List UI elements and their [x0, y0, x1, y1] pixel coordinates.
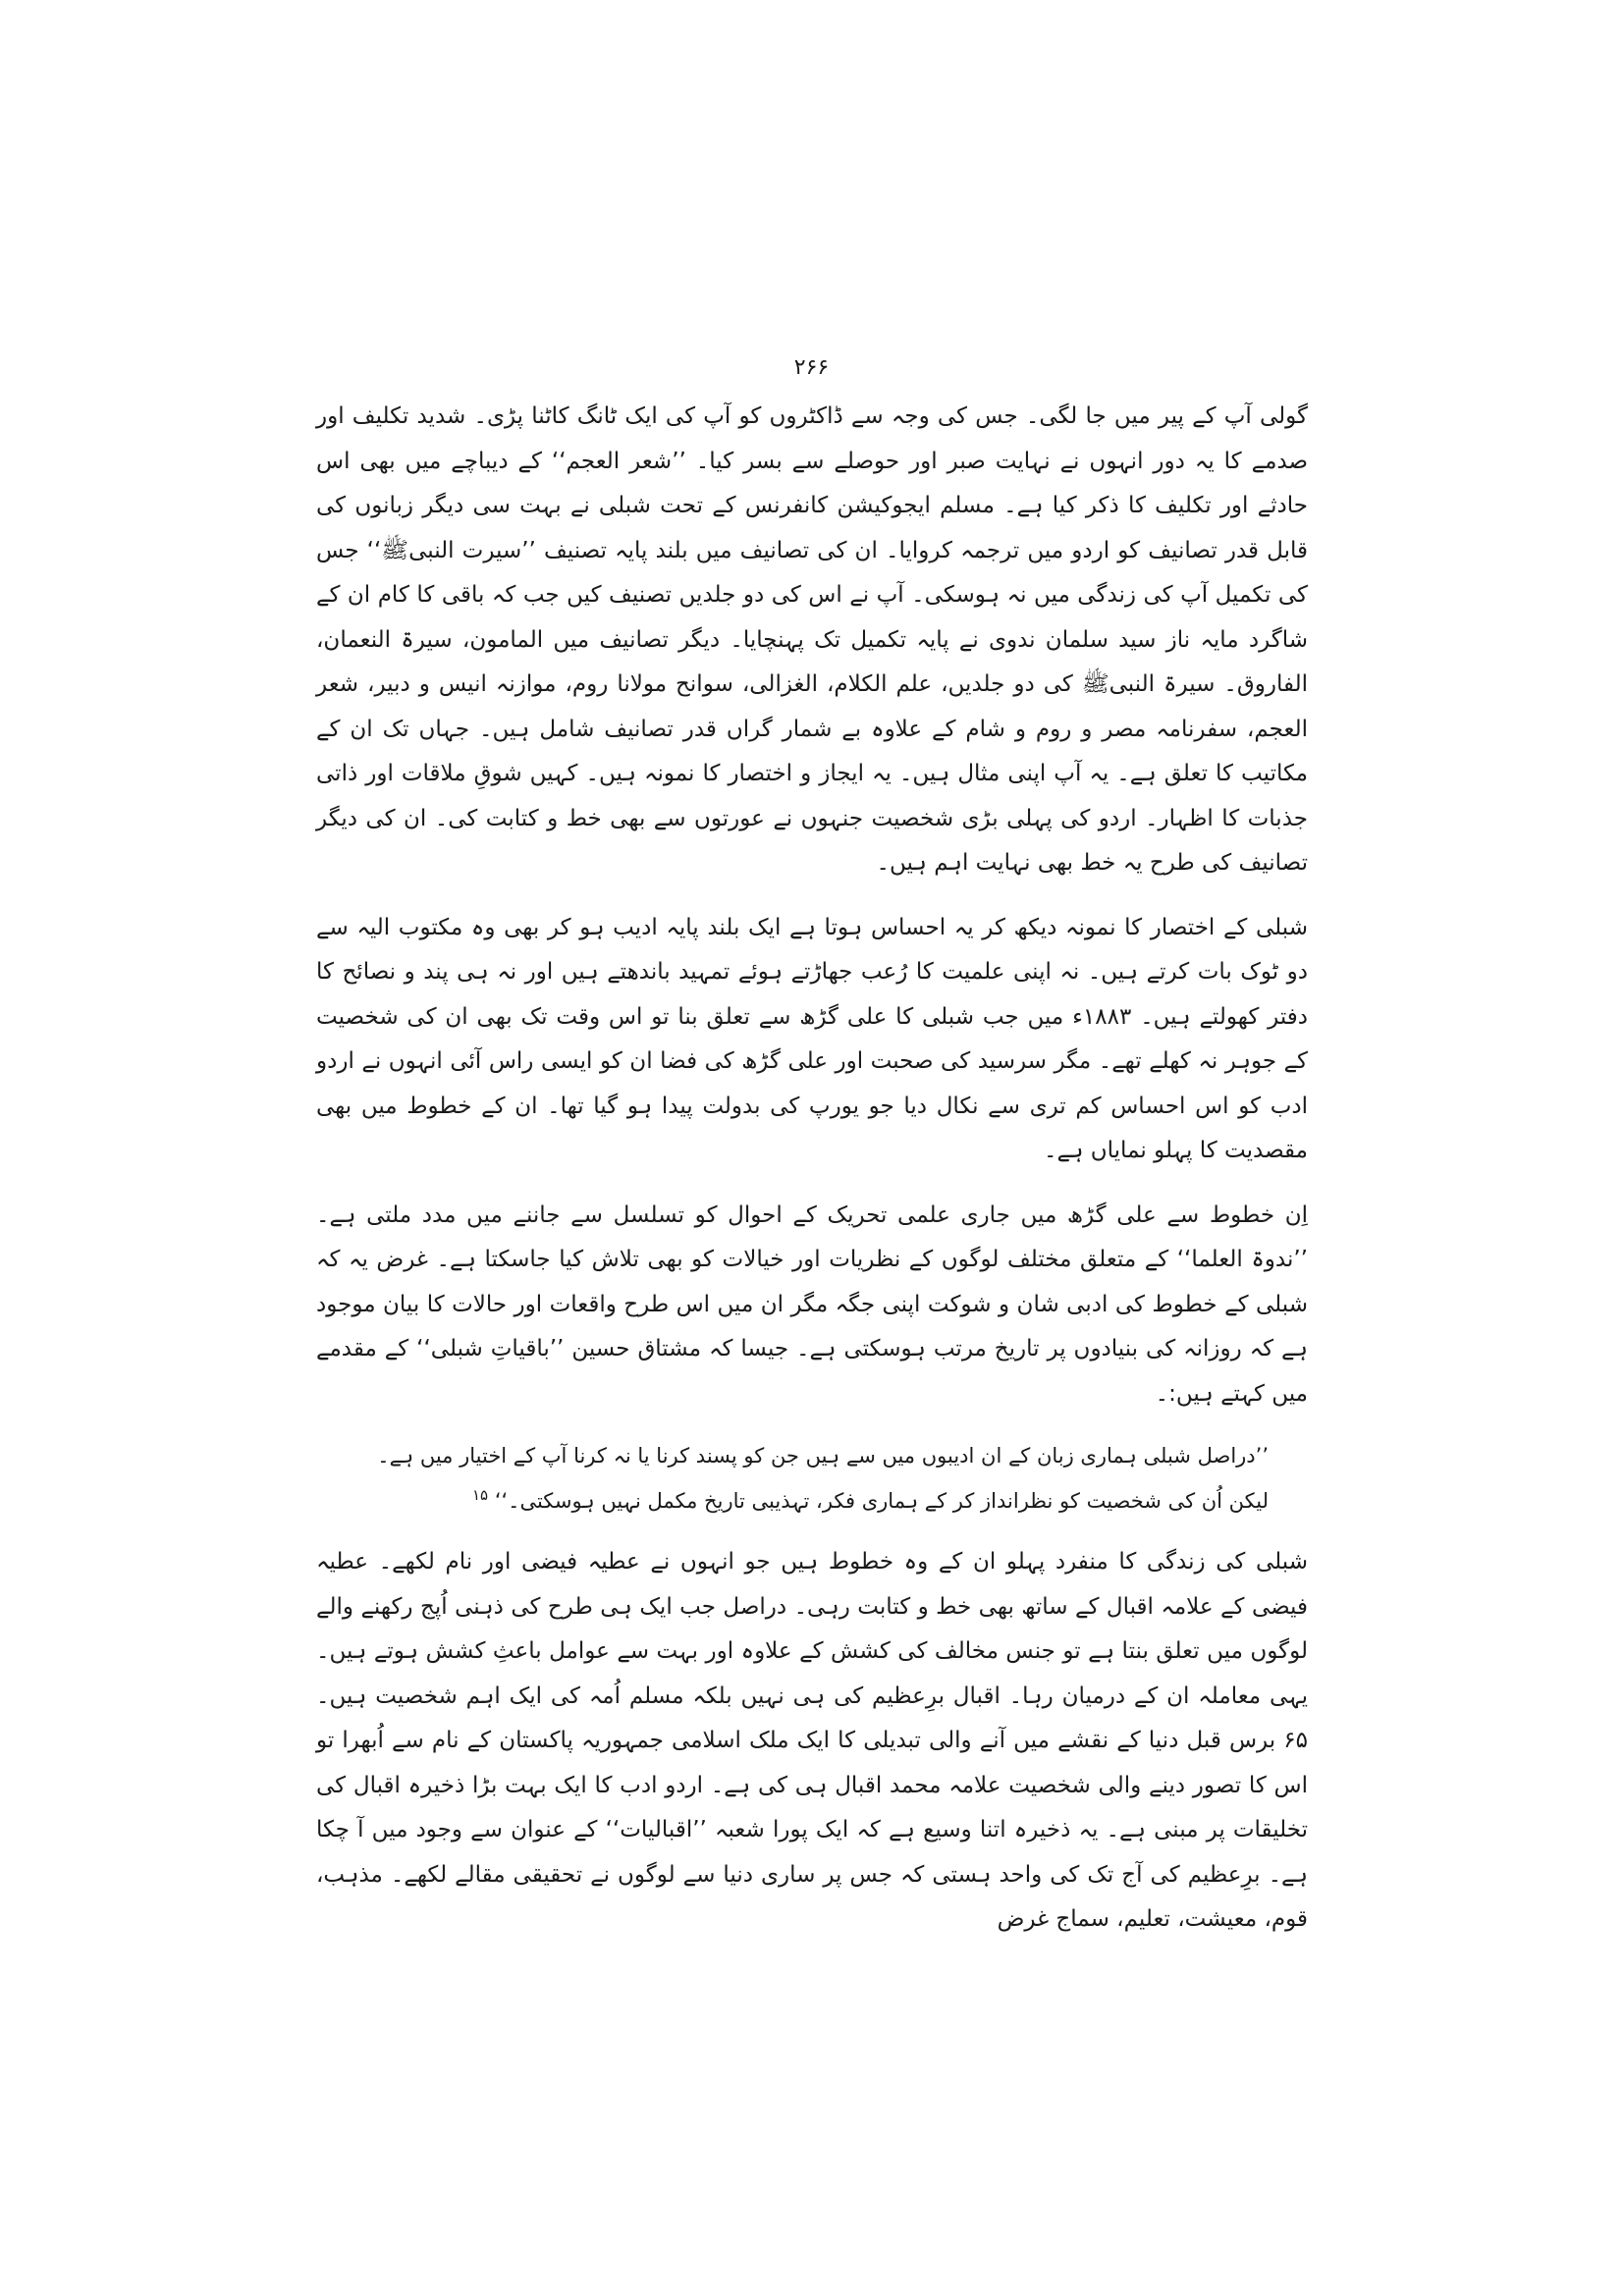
page-number: ۲۶۶: [793, 355, 830, 380]
paragraph-3: اِن خطوط سے علی گڑھ میں جاری علمی تحریک کے احوال کو تسلسل سے جاننے میں مدد ملتی ہے۔ ’’ندوۃ العلما‘‘ کے متعلق مختلف لوگوں کے نظریات اور خیالات کو بھی تلاش کیا جاسکتا ہے۔ غرض یہ کہ شبلی کے خطوط کی ادبی شان و شوکت اپنی جگہ مگر ان میں اس طرح واقعات اور حالات کا بیان موجود ہے کہ روزانہ کی بنیادوں پر تاریخ مرتب ہوسکتی ہے۔ جیسا کہ مشتاق حسین ’’باقیاتِ شبلی‘‘ کے مقدمے میں کہتے ہیں:۔: [316, 1201, 1308, 1407]
quote-line-1: ’’دراصل شبلی ہماری زبان کے ان ادیبوں میں سے ہیں جن کو پسند کرنا یا نہ کرنا آپ کے اختیار میں ہے۔: [377, 1444, 1269, 1468]
body-text: [316, 395, 1308, 1943]
footnote-reference: ۱۵: [472, 1486, 489, 1504]
quote-line-2: [375, 1475, 1269, 1521]
quote-line-2-text: لیکن اُن کی شخصیت کو نظرانداز کر کے ہماری فکر، تہذیبی تاریخ مکمل نہیں ہوسکتی۔‘‘: [494, 1489, 1269, 1513]
paragraph-4: شبلی کی زندگی کا منفرد پہلو ان کے وہ خطوط ہیں جو انہوں نے عطیہ فیضی اور نام لکھے۔ عطیہ فیضی کے علامہ اقبال کے ساتھ بھی خط و کتابت رہی۔ دراصل جب ایک ہی طرح کی ذہنی اُپج رکھنے والے لوگوں میں تعلق بنتا ہے تو جنس مخالف کی کشش کے علاوہ اور بہت سے عوامل باعثِ کشش ہوتے ہیں۔ یہی معاملہ ان کے درمیان رہا۔ اقبال برِعظیم کی ہی نہیں بلکہ مسلم اُمہ کی ایک اہم شخصیت ہیں۔ ۶۵ برس قبل دنیا کے نقشے میں آنے والی تبدیلی کا ایک ملک اسلامی جمہوریہ پاکستان کے نام سے اُبھرا تو اس کا تصور دینے والی شخصیت علامہ محمد اقبال ہی کی ہے۔ اردو ادب کا ایک بہت بڑا ذخیرہ اقبال کی تخلیقات پر مبنی ہے۔ یہ ذخیرہ اتنا وسیع ہے کہ ایک پورا شعبہ ’’اقبالیات‘‘ کے عنوان سے وجود میں آ چکا ہے۔ برِعظیم کی آج تک کی واحد ہستی کہ جس پر ساری دنیا سے لوگوں نے تحقیقی مقالے لکھے۔ مذہب، قوم، معیشت، تعلیم، سماج غرض: [316, 1549, 1308, 1932]
paragraph-1: گولی آپ کے پیر میں جا لگی۔ جس کی وجہ سے ڈاکٹروں کو آپ کی ایک ٹانگ کاٹنا پڑی۔ شدید تکلیف اور صدمے کا یہ دور انہوں نے نہایت صبر اور حوصلے سے بسر کیا۔ ’’شعر العجم‘‘ کے دیباچے میں بھی اس حادثے اور تکلیف کا ذکر کیا ہے۔ مسلم ایجوکیشن کانفرنس کے تحت شبلی نے بہت سی دیگر زبانوں کی قابل قدر تصانیف کو اردو میں ترجمہ کروایا۔ ان کی تصانیف میں بلند پایہ تصنیف ’’سیرت النبیﷺ‘‘ جس کی تکمیل آپ کی زندگی میں نہ ہوسکی۔ آپ نے اس کی دو جلدیں تصنیف کیں جب کہ باقی کا کام ان کے شاگرد مایہ ناز سید سلمان ندوی نے پایہ تکمیل تک پہنچایا۔ دیگر تصانیف میں المامون، سیرۃ النعمان، الفاروق۔ سیرۃ النبیﷺ کی دو جلدیں، علم الکلام، الغزالی، سوانح مولانا روم، موازنہ انیس و دبیر، شعر العجم، سفرنامہ مصر و روم و شام کے علاوہ بے شمار گراں قدر تصانیف شامل ہیں۔ جہاں تک ان کے مکاتیب کا تعلق ہے۔ یہ آپ اپنی مثال ہیں۔ یہ ایجاز و اختصار کا نمونہ ہیں۔ کہیں شوقِ ملاقات اور ذاتی جذبات کا اظہار۔ اردو کی پہلی بڑی شخصیت جنہوں نے عورتوں سے بھی خط و کتابت کی۔ ان کی دیگر تصانیف کی طرح یہ خط بھی نہایت اہم ہیں۔: [316, 403, 1308, 876]
block-quote: [375, 1436, 1269, 1521]
paragraph-2: شبلی کے اختصار کا نمونہ دیکھ کر یہ احساس ہوتا ہے ایک بلند پایہ ادیب ہو کر بھی وہ مکتوب الیہ سے دو ٹوک بات کرتے ہیں۔ نہ اپنی علمیت کا رُعب جھاڑتے ہوئے تمہید باندھتے ہیں اور نہ ہی پند و نصائح کا دفتر کھولتے ہیں۔ ۱۸۸۳ء میں جب شبلی کا علی گڑھ سے تعلق بنا تو اس وقت تک بھی ان کی شخصیت کے جوہر نہ کھلے تھے۔ مگر سرسید کی صحبت اور علی گڑھ کی فضا ان کو ایسی راس آئی انہوں نے اردو ادب کو اس احساس کم تری سے نکال دیا جو یورپ کی بدولت پیدا ہو گیا تھا۔ ان کے خطوط میں بھی مقصدیت کا پہلو نمایاں ہے۔: [316, 914, 1309, 1163]
